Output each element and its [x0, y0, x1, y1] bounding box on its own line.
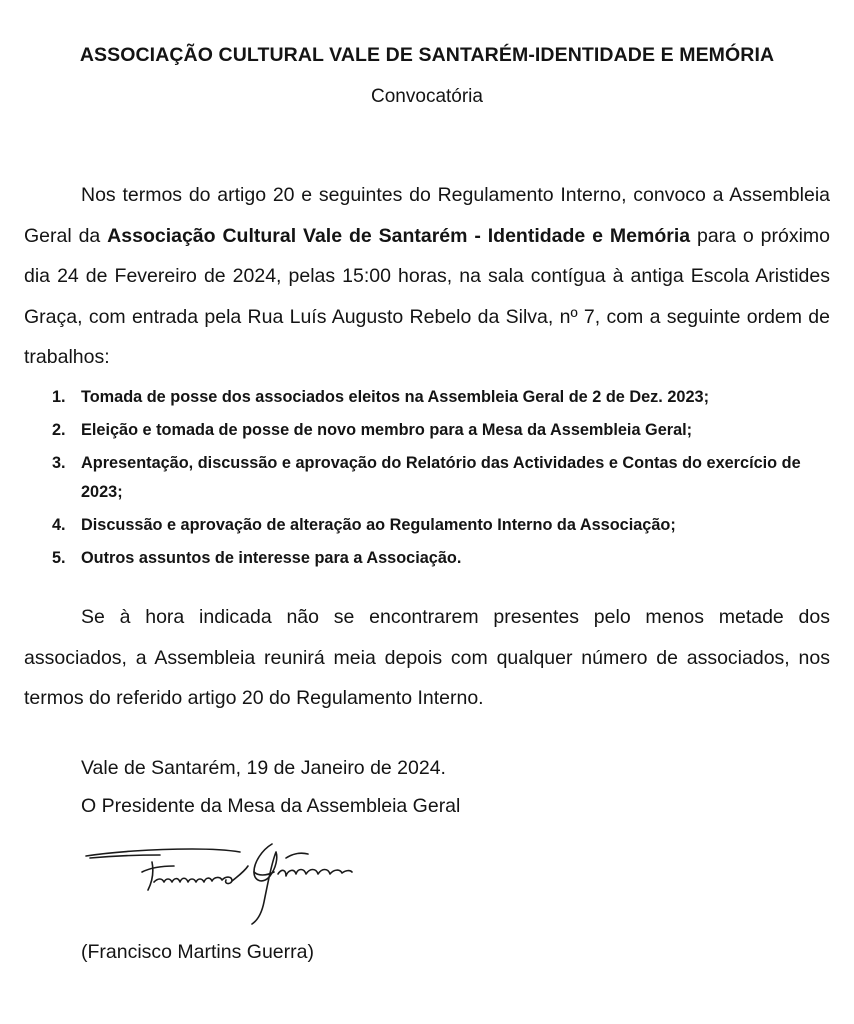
signer-name: (Francisco Martins Guerra)	[81, 941, 314, 963]
document-subtitle: Convocatória	[371, 86, 483, 107]
agenda-item-number: 5.	[52, 549, 66, 567]
place-date: Vale de Santarém, 19 de Janeiro de 2024.	[81, 757, 446, 779]
intro-paragraph	[24, 175, 830, 378]
handwritten-signature	[82, 832, 372, 927]
organization-name: Associação Cultural Vale de Santarém - Identidade e Memória	[107, 224, 691, 247]
agenda-list	[24, 383, 830, 577]
agenda-item-number: 1.	[52, 388, 66, 406]
agenda-item-text: Eleição e tomada de posse de novo membro para a Mesa da Assembleia Geral;	[81, 421, 693, 439]
closing-paragraph: Se à hora indicada não se encontrarem presentes pelo menos metade dos associados, a Assembleia reunirá meia depois com qualquer número de associados, nos termos do referido artigo 20 do Regulamento Interno.	[24, 606, 830, 709]
signer-role: O Presidente da Mesa da Assembleia Geral	[81, 795, 461, 817]
intro-text-start: Nos termos do artigo 20 e seguintes do Regulamento Interno, convoco a Assembleia Geral da	[24, 184, 830, 247]
agenda-item-number: 4.	[52, 516, 66, 534]
document-title: ASSOCIAÇÃO CULTURAL VALE DE SANTARÉM-IDENTIDADE E MEMÓRIA	[79, 44, 775, 66]
agenda-item-number: 3.	[52, 454, 66, 472]
intro-text-end: para o próximo dia 24 de Fevereiro de 2024, pelas 15:00 horas, na sala contígua à antiga Escola Aristides Graça, com entrada pela Rua Luís Augusto Rebelo da Silva, nº 7, com a seguinte ordem de trabalhos:	[24, 224, 831, 368]
agenda-item-text: Apresentação, discussão e aprovação do Relatório das Actividades e Contas do exercício de 2023;	[81, 454, 801, 501]
agenda-item-text: Tomada de posse dos associados eleitos na Assembleia Geral de 2 de Dez. 2023;	[81, 388, 709, 406]
agenda-item	[24, 544, 830, 573]
agenda-item	[24, 383, 830, 412]
agenda-item	[24, 449, 830, 507]
agenda-item	[24, 416, 830, 445]
agenda-item-number: 2.	[52, 421, 66, 439]
agenda-item	[24, 511, 830, 540]
agenda-item-text: Outros assuntos de interesse para a Associação.	[81, 549, 462, 567]
agenda-item-text: Discussão e aprovação de alteração ao Regulamento Interno da Associação;	[81, 516, 676, 534]
